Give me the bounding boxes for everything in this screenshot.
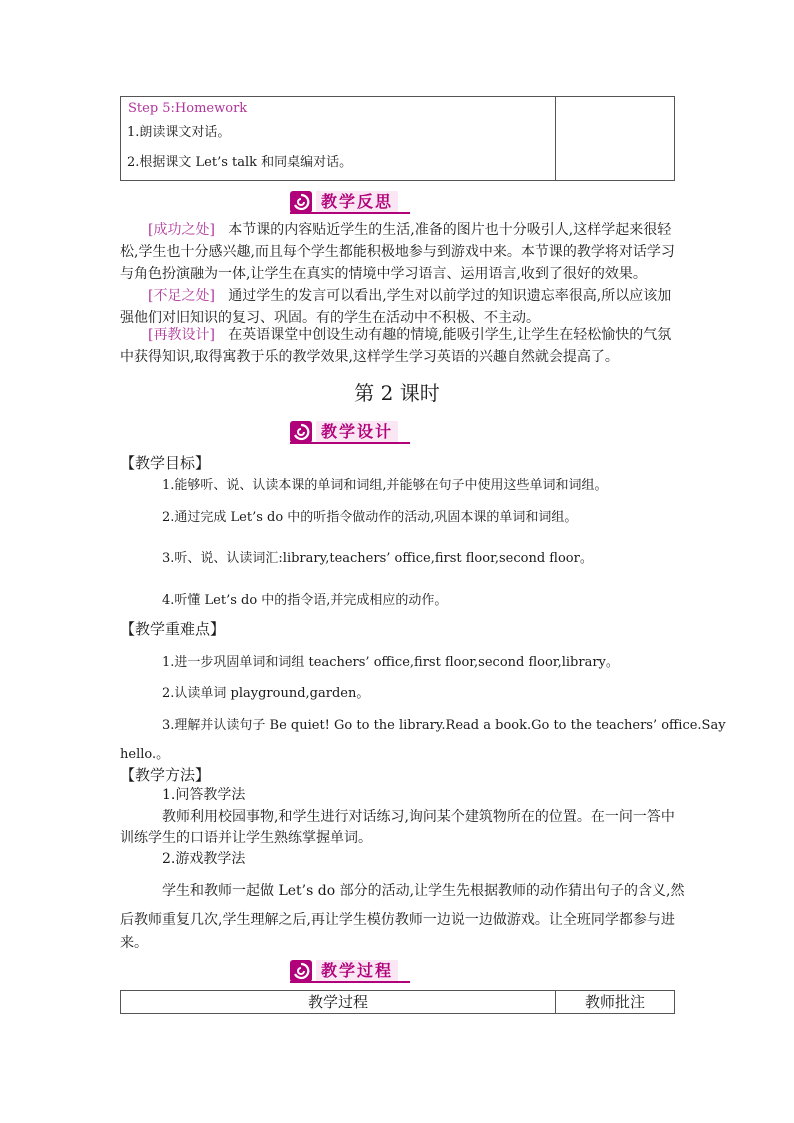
- method-2-line-2: 后教师重复几次,学生理解之后,再让学生模仿教师一边说一边做游戏。让全班同学都参与进: [120, 912, 675, 928]
- banner-title: 教学反思: [316, 191, 398, 213]
- keypoint-1: 1.进一步巩固单词和词组 teachers’ office,first floor,second floor,library。: [162, 655, 619, 670]
- step-title: Step 5:Homework: [128, 101, 248, 116]
- swirl-logo-icon: [290, 191, 312, 213]
- banner-underline: [290, 442, 410, 444]
- homework-line-1: 1.朗读课文对话。: [127, 125, 231, 140]
- keypoint-3-line-2: hello.。: [120, 747, 170, 762]
- goal-3: 3.听、说、认读词汇:library,teachers’ office,first floor,second floor。: [162, 551, 593, 566]
- swirl-logo-icon: [290, 960, 312, 982]
- homework-line-2: 2.根据课文 Let’s talk 和同桌编对话。: [127, 155, 353, 170]
- method-1-title: 1.问答教学法: [162, 787, 246, 803]
- lack-paragraph: [120, 285, 680, 329]
- keypoint-2: 2.认读单词 playground,garden。: [162, 686, 370, 701]
- method-1-line-1: 教师利用校园事物,和学生进行对话练习,询问某个建筑物所在的位置。在一问一答中: [162, 809, 675, 825]
- method-2-line-1: 学生和教师一起做 Let’s do 部分的活动,让学生先根据教师的动作猜出句子的含义,然: [162, 883, 685, 899]
- success-paragraph: [120, 219, 680, 285]
- process-banner: [290, 960, 410, 982]
- success-line-1: 本节课的内容贴近学生的生活,准备的图片也十分吸引人,这样学起来很轻: [228, 222, 672, 238]
- column-header-process: 教学过程: [307, 993, 368, 1011]
- keypoint-3-line-1: 3.理解并认读句子 Be quiet! Go to the library.Read a book.Go to the teachers’ office.Say: [162, 718, 726, 733]
- redesign-line-1: 在英语课堂中创设生动有趣的情境,能吸引学生,让学生在轻松愉快的气氛: [228, 327, 672, 343]
- banner-underline: [290, 981, 410, 983]
- lesson-title: 第 2 课时: [354, 381, 440, 405]
- goal-1: 1.能够听、说、认读本课的单词和词组,并能够在句子中使用这些单词和词组。: [162, 478, 608, 493]
- goal-4: 4.听懂 Let’s do 中的指令语,并完成相应的动作。: [162, 593, 448, 608]
- method-2-line-3: 来。: [120, 935, 148, 951]
- reflection-banner: [290, 191, 410, 213]
- process-table: [120, 990, 675, 1014]
- success-tag: [成功之处]: [148, 222, 215, 238]
- methods-heading: 【教学方法】: [120, 766, 211, 784]
- swirl-logo-icon: [290, 421, 312, 443]
- banner-title: 教学过程: [316, 960, 398, 982]
- table-divider: [555, 97, 556, 180]
- goals-heading: 【教学目标】: [120, 454, 211, 472]
- lack-line-2: 强他们对旧知识的复习、巩固。有的学生在活动中不积极、不主动。: [120, 310, 540, 326]
- homework-table: [120, 96, 675, 181]
- redesign-tag: [再教设计]: [148, 327, 215, 343]
- column-header-notes: 教师批注: [584, 993, 645, 1011]
- keypoints-heading: 【教学重难点】: [120, 620, 226, 638]
- method-2-title: 2.游戏教学法: [162, 851, 246, 867]
- banner-title: 教学设计: [316, 421, 398, 443]
- redesign-paragraph: [120, 324, 680, 368]
- redesign-line-2: 中获得知识,取得寓教于乐的教学效果,这样学生学习英语的兴趣自然就会提高了。: [120, 349, 619, 365]
- lack-tag: [不足之处]: [148, 288, 215, 304]
- success-line-2: 松,学生也十分感兴趣,而且每个学生都能积极地参与到游戏中来。本节课的教学将对话学习: [120, 244, 675, 260]
- design-banner: [290, 421, 410, 443]
- goal-2: 2.通过完成 Let’s do 中的听指令做动作的活动,巩固本课的单词和词组。: [162, 510, 578, 525]
- success-line-3: 与角色扮演融为一体,让学生在真实的情境中学习语言、运用语言,收到了很好的效果。: [120, 266, 647, 282]
- banner-underline: [290, 212, 410, 214]
- lack-line-1: 通过学生的发言可以看出,学生对以前学过的知识遗忘率很高,所以应该加: [228, 288, 672, 304]
- method-1-line-2: 训练学生的口语并让学生熟练掌握单词。: [120, 830, 372, 846]
